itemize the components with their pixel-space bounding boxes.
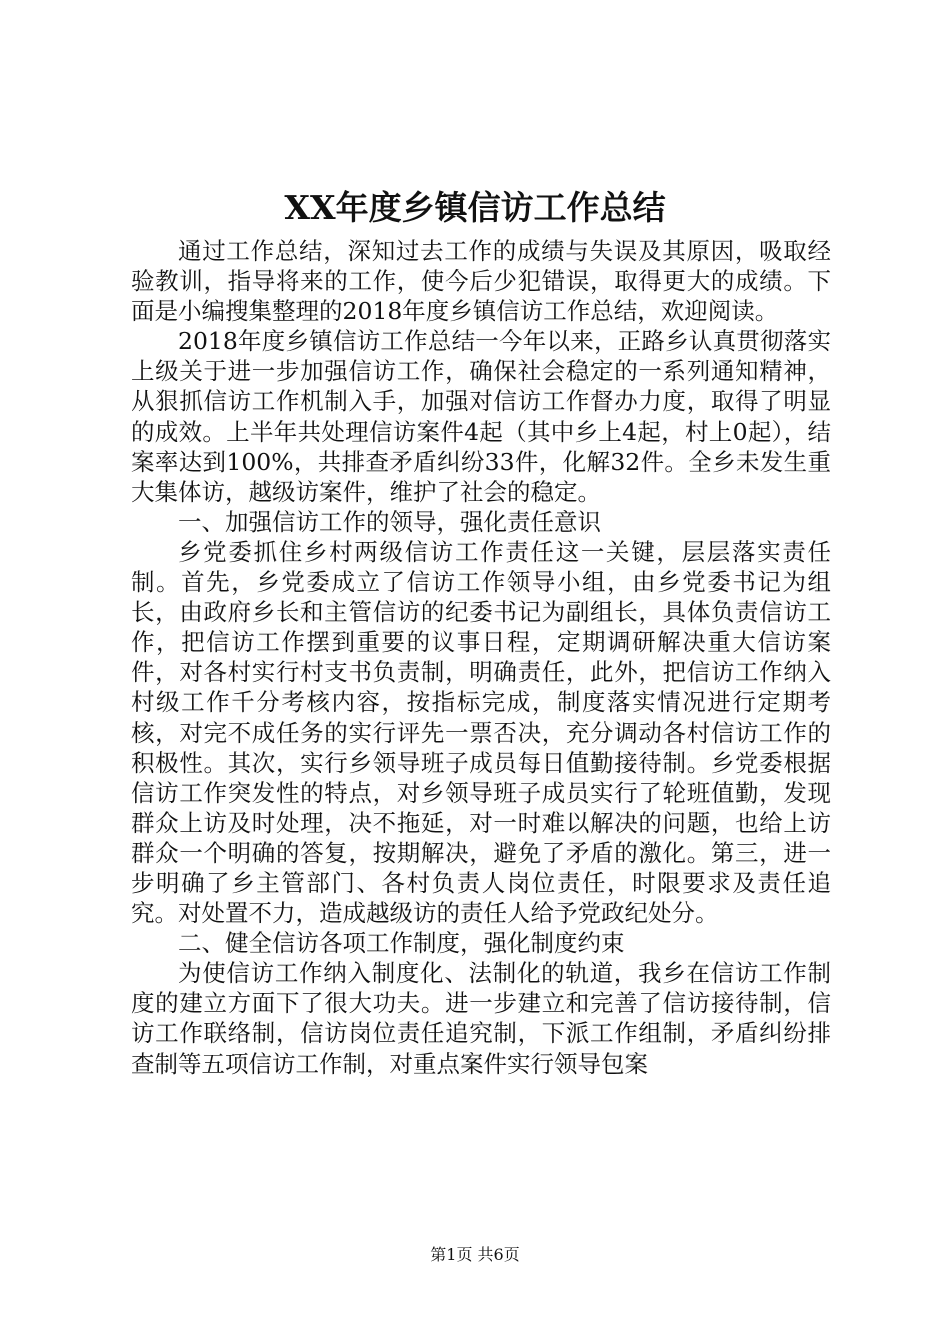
paragraph-intro: 通过工作总结，深知过去工作的成绩与失误及其原因，吸取经验教训，指导将来的工作，使今后少犯错误，取得更大的成绩。下面是小编搜集整理的2018年度乡镇信访工作总结，欢迎阅读。	[131, 237, 831, 326]
document-body	[131, 236, 831, 1079]
section-heading-2: 二、健全信访各项工作制度，强化制度约束	[178, 929, 625, 958]
paragraph-section-2: 为使信访工作纳入制度化、法制化的轨道，我乡在信访工作制度的建立方面下了很大功夫。进一步建立和完善了信访接待制，信访工作联络制，信访岗位责任追究制，下派工作组制，矛盾纠纷排查制等五项信访工作制，对重点案件实行领导包案	[131, 959, 831, 1078]
paragraph-overview: 2018年度乡镇信访工作总结一今年以来，正路乡认真贯彻落实上级关于进一步加强信访工作，确保社会稳定的一系列通知精神，从狠抓信访工作机制入手，加强对信访工作督办力度，取得了明显的成效。上半年共处理信访案件4起（其中乡上4起，村上0起），结案率达到100%，共排查矛盾纠纷33件，化解32件。全乡未发生重大集体访，越级访案件，维护了社会的稳定。	[131, 327, 831, 506]
document-title: XX年度乡镇信访工作总结	[284, 188, 666, 227]
page-number-footer: 第1页 共6页	[430, 1245, 520, 1264]
section-heading-1: 一、加强信访工作的领导，强化责任意识	[178, 507, 601, 536]
paragraph-section-1: 乡党委抓住乡村两级信访工作责任这一关键，层层落实责任制。首先，乡党委成立了信访工作领导小组，由乡党委书记为组长，由政府乡长和主管信访的纪委书记为副组长，具体负责信访工作，把信访工作摆到重要的议事日程，定期调研解决重大信访案件，对各村实行村支书负责制，明确责任，此外，把信访工作纳入村级工作千分考核内容，按指标完成，制度落实情况进行定期考核，对完不成任务的实行评先一票否决，充分调动各村信访工作的积极性。其次，实行乡领导班子成员每日值勤接待制。乡党委根据信访工作突发性的特点，对乡领导班子成员实行了轮班值勤，发现群众上访及时处理，决不拖延，对一时难以解决的问题，也给上访群众一个明确的答复，按期解决，避免了矛盾的激化。第三，进一步明确了乡主管部门、各村负责人岗位责任，时限要求及责任追究。对处置不力，造成越级访的责任人给予党政纪处分。	[131, 537, 831, 928]
